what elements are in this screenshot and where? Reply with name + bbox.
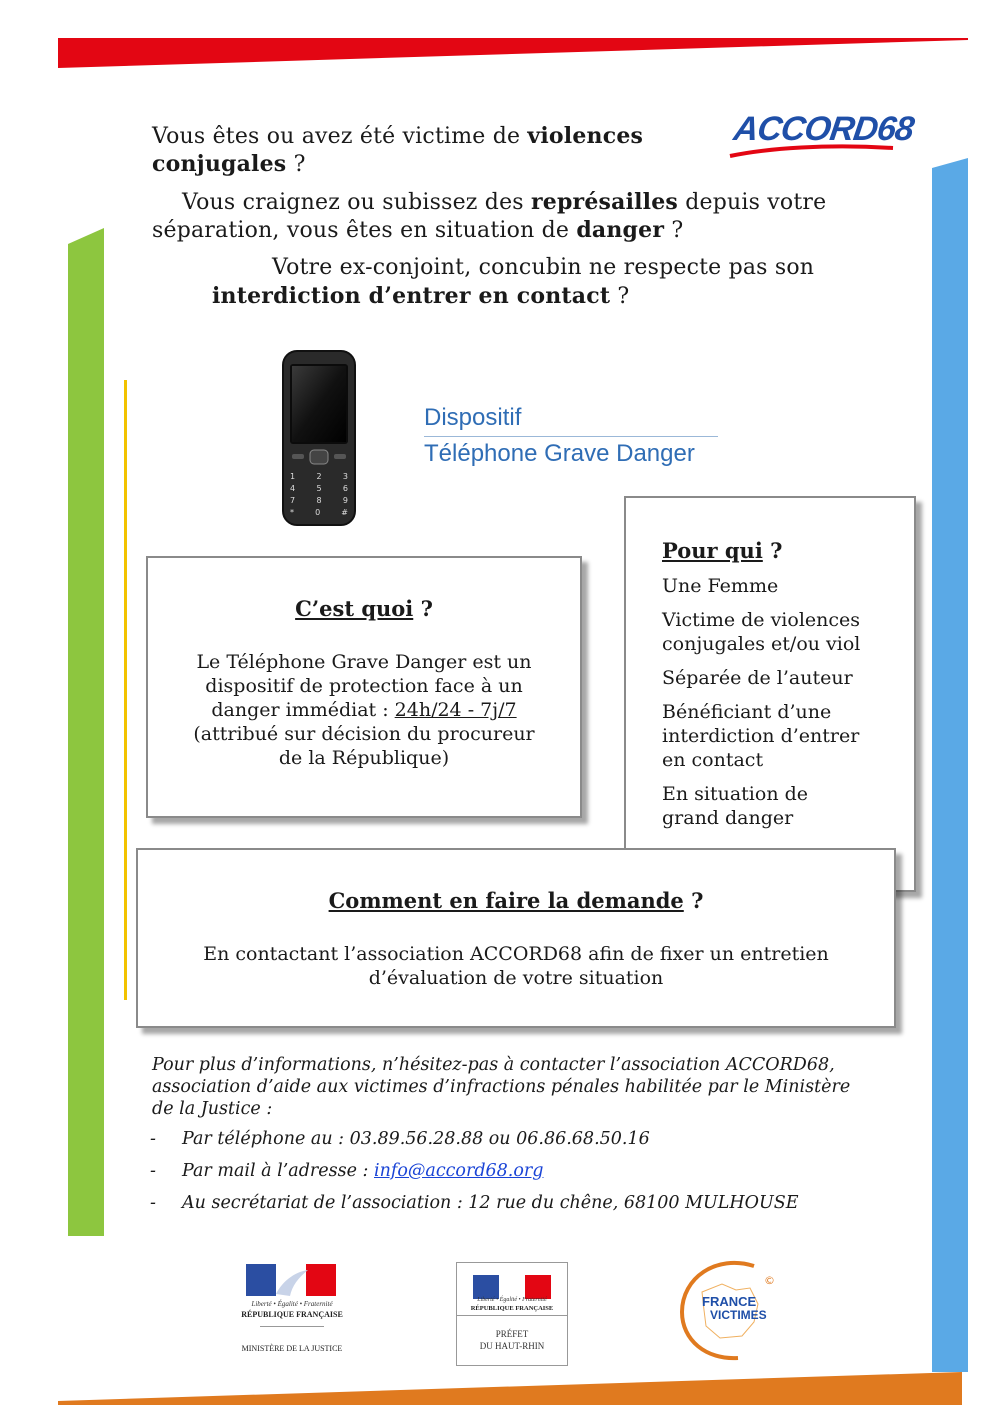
device-title bbox=[424, 404, 718, 468]
request-title-text: Comment en faire la demande bbox=[328, 888, 684, 913]
request-body bbox=[138, 942, 894, 990]
justice-label: MINISTÈRE DE LA JUSTICE bbox=[241, 1344, 343, 1353]
prefet-line: PRÉFET bbox=[495, 1329, 529, 1339]
rf-motto: Liberté • Égalité • Fraternité bbox=[477, 1297, 547, 1303]
phone-key: * bbox=[290, 508, 294, 517]
keypad-row bbox=[290, 508, 348, 520]
who-item-line: Victime de violences bbox=[662, 609, 861, 631]
right-blue-band bbox=[932, 158, 968, 1372]
who-item-line: en contact bbox=[662, 749, 764, 771]
intro-line-2 bbox=[182, 188, 826, 217]
rf-name: RÉPUBLIQUE FRANÇAISE bbox=[470, 1305, 554, 1312]
intro-text: Vous êtes ou avez été victime de bbox=[152, 124, 528, 149]
who-list bbox=[662, 574, 860, 830]
bottom-orange-band bbox=[58, 1372, 962, 1405]
intro-line-3b bbox=[212, 282, 629, 311]
phone-key: 5 bbox=[316, 484, 322, 493]
bullet-dash: - bbox=[150, 1161, 156, 1181]
who-title bbox=[662, 538, 782, 563]
who-item-line: Bénéficiant d’une bbox=[662, 701, 832, 723]
mobile-phone-image bbox=[282, 350, 356, 526]
who-title-suffix: ? bbox=[762, 538, 783, 563]
who-item-line: En situation de bbox=[662, 783, 809, 805]
left-yellow-line bbox=[124, 380, 127, 1000]
intro-text: ? bbox=[664, 218, 684, 243]
contact-intro-line: Pour plus d’informations, n’hésitez-pas à contacter l’association ACCORD68, bbox=[152, 1055, 835, 1075]
intro-text: Vous craignez ou subissez des bbox=[182, 190, 531, 215]
device-title-divider bbox=[424, 436, 718, 437]
intro-bold: représailles bbox=[530, 189, 679, 215]
intro-text: ? bbox=[610, 284, 630, 309]
what-line: (attribué sur décision du procureur bbox=[193, 723, 535, 745]
what-text: danger immédiat : bbox=[211, 699, 395, 721]
keypad-row bbox=[290, 484, 348, 496]
contact-phone: Par téléphone au : 03.89.56.28.88 ou 06.86.68.50.16 bbox=[182, 1129, 650, 1149]
phone-key: 9 bbox=[342, 496, 348, 505]
phone-key: 2 bbox=[316, 472, 322, 481]
contact-mail-label: Par mail à l’adresse : bbox=[182, 1161, 374, 1181]
who-item-line: interdiction d’entrer bbox=[662, 725, 860, 747]
left-green-band bbox=[68, 228, 104, 1236]
intro-bold: violences bbox=[527, 123, 644, 149]
intro-bold: interdiction d’entrer en contact bbox=[212, 283, 611, 309]
what-body bbox=[148, 650, 580, 770]
keypad-row bbox=[290, 496, 348, 508]
prefet-logo bbox=[456, 1262, 568, 1366]
contact-office: Au secrétariat de l’association : 12 rue du chêne, 68100 MULHOUSE bbox=[182, 1193, 799, 1213]
request-title bbox=[138, 888, 894, 913]
intro-line-1b bbox=[152, 150, 306, 179]
phone-key: 0 bbox=[315, 508, 321, 517]
accord68-logo-text: ACCORD68 bbox=[731, 110, 916, 148]
top-red-band bbox=[58, 38, 968, 68]
device-title-line-2: Téléphone Grave Danger bbox=[424, 440, 695, 467]
intro-line-2b bbox=[152, 216, 683, 245]
intro-text: séparation, vous êtes en situation de bbox=[152, 218, 577, 243]
fv-line-1: FRANCE bbox=[702, 1294, 757, 1309]
contact-intro-line: de la Justice : bbox=[152, 1099, 273, 1119]
what-line: dispositif de protection face à un bbox=[205, 675, 523, 697]
intro-text: ? bbox=[286, 152, 306, 177]
what-title-text: C’est quoi bbox=[295, 596, 414, 621]
who-item bbox=[662, 608, 860, 656]
ministry-justice-logo bbox=[230, 1264, 354, 1358]
keypad-row bbox=[290, 472, 348, 484]
what-title bbox=[148, 596, 580, 621]
contact-intro-line: association d’aide aux victimes d’infractions pénales habilitée par le Ministère bbox=[152, 1077, 851, 1097]
accord68-logo bbox=[728, 108, 916, 168]
logo-divider bbox=[457, 1315, 567, 1316]
france-victimes-logo bbox=[676, 1256, 786, 1362]
contact-phone-row bbox=[150, 1129, 650, 1149]
phone-key: 7 bbox=[290, 496, 296, 505]
request-line: En contactant l’association ACCORD68 afin de fixer un entretien bbox=[203, 943, 829, 965]
who-item-line: conjugales et/ou viol bbox=[662, 633, 861, 655]
rf-motto: Liberté • Égalité • Fraternité bbox=[251, 1300, 333, 1308]
bullet-dash: - bbox=[150, 1193, 156, 1213]
phone-key: 4 bbox=[290, 484, 296, 493]
intro-bold: danger bbox=[576, 217, 665, 243]
intro-line-1 bbox=[152, 122, 643, 151]
what-line: Le Téléphone Grave Danger est un bbox=[196, 651, 532, 673]
device-title-line-1: Dispositif bbox=[424, 404, 522, 431]
contact-email-link[interactable]: info@accord68.org bbox=[374, 1161, 544, 1181]
logo-divider bbox=[260, 1326, 324, 1327]
phone-key: # bbox=[341, 508, 348, 517]
intro-text: depuis votre bbox=[678, 190, 827, 215]
who-box bbox=[624, 496, 916, 892]
intro-bold: conjugales bbox=[152, 151, 287, 177]
marianne-flag-icon bbox=[246, 1264, 370, 1304]
intro-line-3 bbox=[272, 254, 814, 282]
request-line: d’évaluation de votre situation bbox=[368, 967, 664, 989]
phone-key: 8 bbox=[316, 496, 322, 505]
what-availability: 24h/24 - 7j/7 bbox=[394, 699, 517, 721]
who-item-line: grand danger bbox=[662, 807, 794, 829]
phone-keypad bbox=[290, 472, 348, 520]
who-item bbox=[662, 782, 860, 830]
request-title-suffix: ? bbox=[683, 888, 704, 913]
what-title-suffix: ? bbox=[413, 596, 433, 621]
phone-key: 6 bbox=[342, 484, 348, 493]
phone-key: 1 bbox=[290, 472, 296, 481]
rf-name: RÉPUBLIQUE FRANÇAISE bbox=[241, 1310, 343, 1319]
bullet-dash: - bbox=[150, 1129, 156, 1149]
prefet-line: DU HAUT-RHIN bbox=[479, 1341, 545, 1351]
what-line bbox=[148, 698, 580, 722]
what-line: de la République) bbox=[278, 747, 450, 769]
contact-intro bbox=[152, 1054, 852, 1120]
request-box bbox=[136, 848, 896, 1028]
who-item bbox=[662, 700, 860, 772]
who-item: Séparée de l’auteur bbox=[662, 667, 853, 689]
who-item: Une Femme bbox=[662, 575, 779, 597]
contact-office-row bbox=[150, 1193, 799, 1213]
intro-text: Votre ex-conjoint, concubin ne respecte pas son bbox=[272, 255, 815, 280]
fv-copyright-mark: © bbox=[764, 1274, 775, 1287]
fv-line-2: VICTIMES bbox=[710, 1308, 767, 1322]
phone-key: 3 bbox=[342, 472, 348, 481]
what-box bbox=[146, 556, 582, 818]
contact-mail-row bbox=[150, 1161, 543, 1181]
who-title-text: Pour qui bbox=[662, 538, 763, 563]
